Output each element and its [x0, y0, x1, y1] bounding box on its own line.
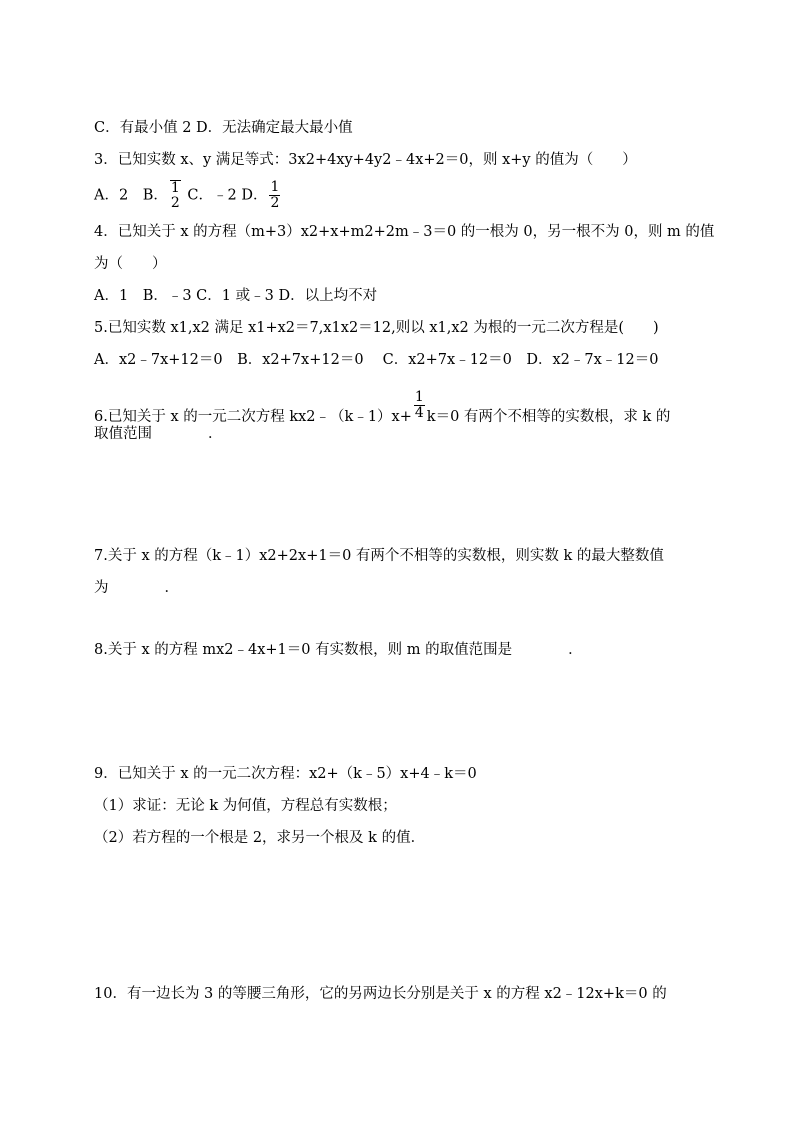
question-9: 9．已知关于 x 的一元二次方程：x2+（k﹣5）x+4﹣k＝0 [94, 766, 477, 782]
question-9-part-1: （1）求证：无论 k 为何值，方程总有实数根； [94, 798, 397, 814]
fraction-half: $\frac{1}{2}$ [270, 179, 280, 211]
question-3-options: A．2 B． 1 2 C．﹣2 D． $\frac{1}{2}$ [94, 179, 280, 211]
question-3: 3．已知实数 x、y 满足等式：3x2+4xy+4y2﹣4x+2＝0，则 x+y 的值为（ ） [94, 152, 637, 168]
question-5: 5.已知实数 x1,x2 满足 x1+x2＝7,x1x2＝12,则以 x1,x2 为根的一元二次方程是( ) [94, 320, 659, 336]
question-10: 10．有一边长为 3 的等腰三角形，它的另两边长分别是关于 x 的方程 x2﹣12x+k＝0 的 [94, 986, 667, 1002]
question-7-line-1: 7.关于 x 的方程（k﹣1）x2+2x+1＝0 有两个不相等的实数根，则实数 k 的最大整数值 [94, 548, 664, 564]
question-6-line-1: 6.已知关于 x 的一元二次方程 kx2﹣（k﹣1）x+ $\frac{1}{4}$ k＝0 有两个不相等的实数根，求 k 的 [94, 389, 671, 425]
question-4-options: A．1 B．﹣3 C．1 或﹣3 D．以上均不对 [94, 288, 378, 304]
fraction-neg-half: 1 2 [170, 180, 180, 211]
question-7-line-2: 为 ． [94, 580, 179, 596]
fraction-quarter: $\frac{1}{4}$ [414, 389, 424, 421]
question-4-line-1: 4．已知关于 x 的方程（m+3）x2+x+m2+2m﹣3＝0 的一根为 0，另一根不为 0，则 m 的值 [94, 224, 715, 240]
question-9-part-2: （2）若方程的一个根是 2，求另一个根及 k 的值． [94, 830, 426, 846]
option-line-c-d: C．有最小值 2 D．无法确定最大最小值 [94, 120, 353, 136]
question-8: 8.关于 x 的方程 mx2﹣4x+1＝0 有实数根，则 m 的取值范围是 ． [94, 642, 583, 658]
question-4-line-2: 为（ ） [94, 256, 167, 272]
question-6-line-2: 取值范围 ． [94, 426, 223, 442]
question-5-options: A．x2﹣7x+12＝0 B．x2+7x+12＝0 C．x2+7x﹣12＝0 D．x2﹣7x﹣12＝0 [94, 352, 659, 368]
